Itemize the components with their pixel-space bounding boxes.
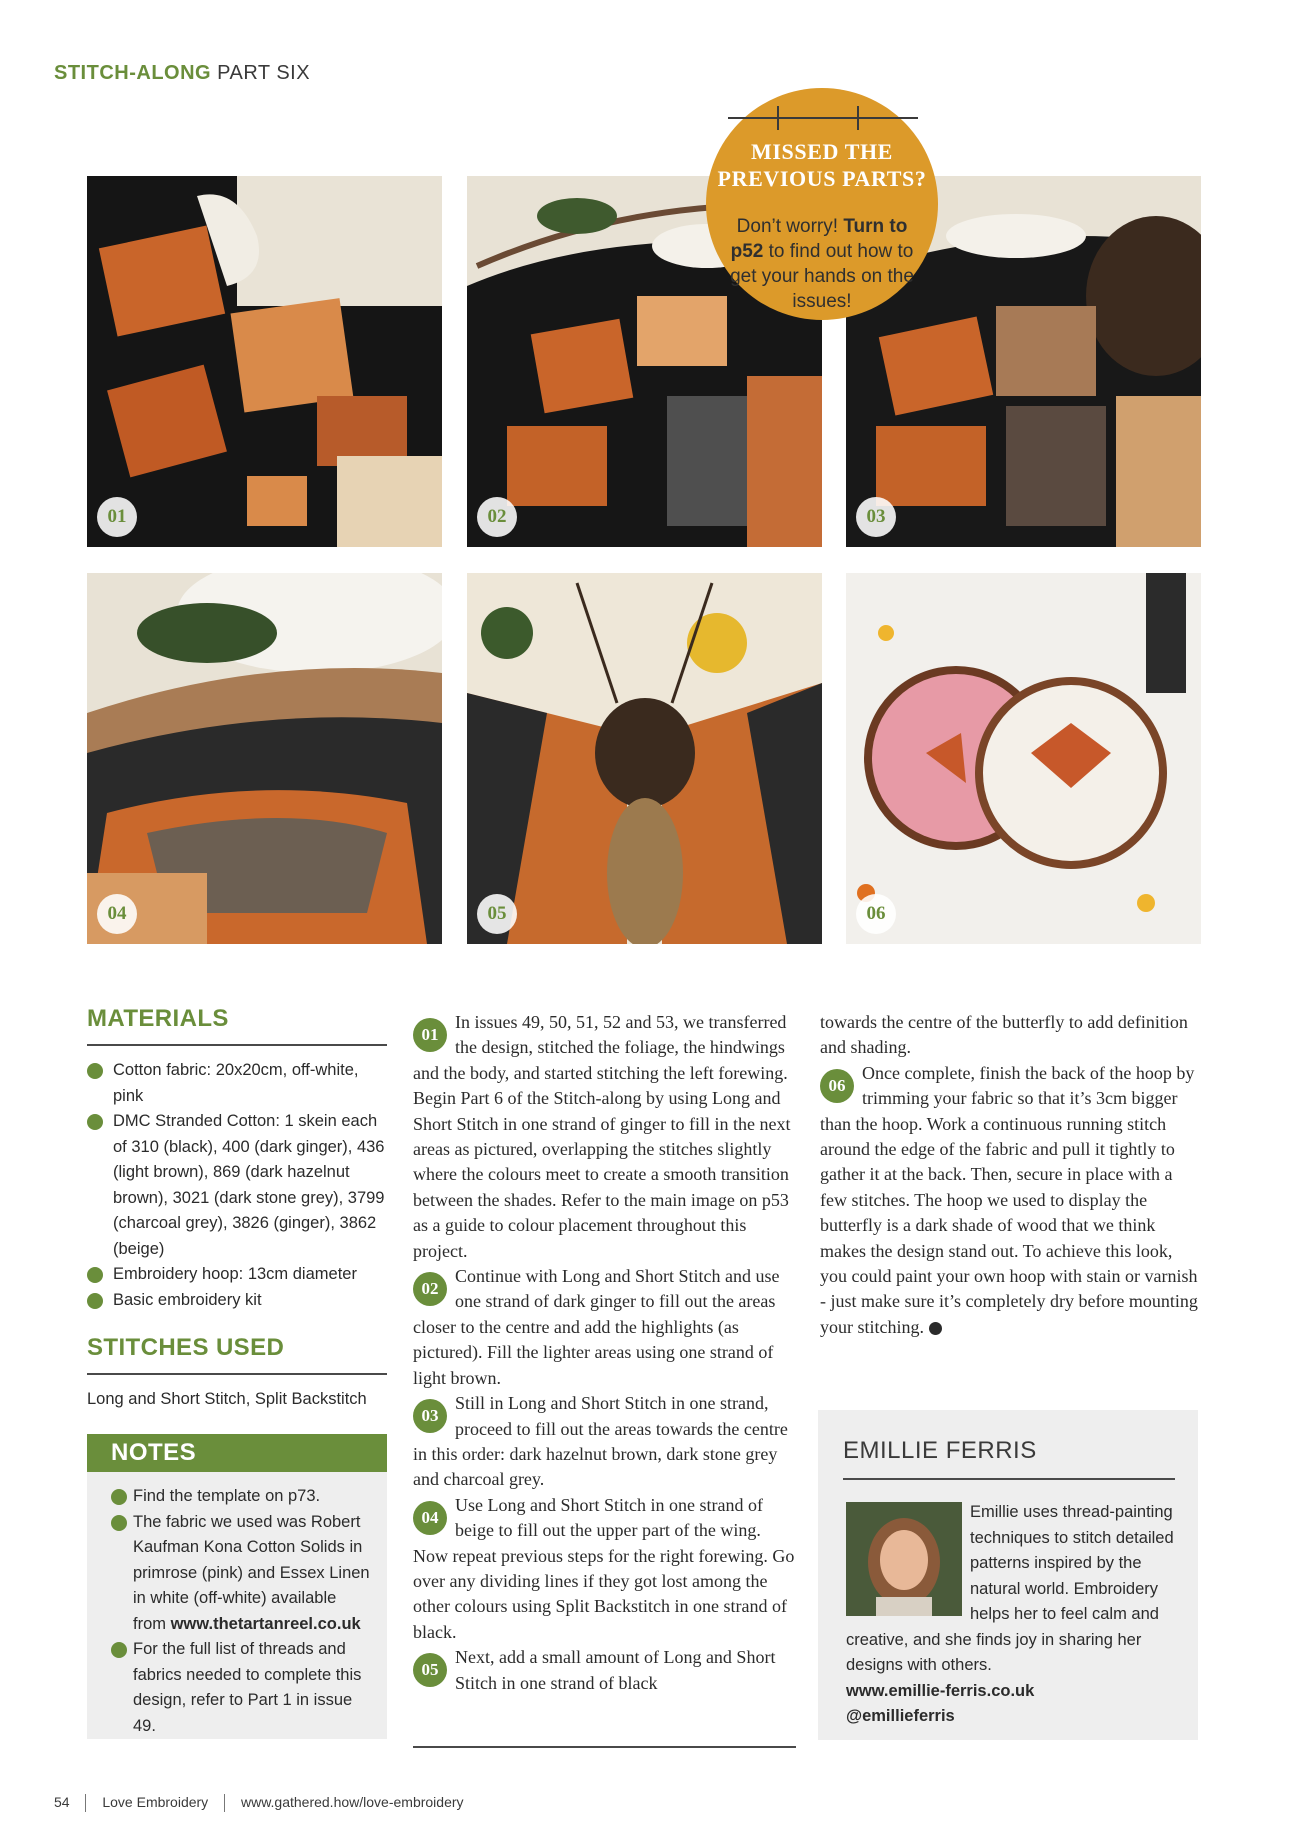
end-mark-icon [929,1322,942,1335]
divider [87,1373,387,1375]
stitches-text: Long and Short Stitch, Split Backstitch [87,1390,367,1408]
step-number: 06 [820,1069,854,1103]
step-number: 04 [413,1501,447,1535]
bullet-icon [87,1114,103,1130]
step-number-badge: 03 [856,497,896,537]
embroidery-photo [87,176,442,547]
step-photo-04 [87,573,442,944]
section-header [54,62,310,85]
bullet-icon [87,1063,103,1079]
step-number-badge: 06 [856,894,896,934]
divider [843,1478,1175,1480]
step-number: 03 [413,1399,447,1433]
header-strong: STITCH-ALONG [54,62,212,84]
divider [413,1746,796,1748]
list-item: The fabric we used was Robert Kaufman Kona Cotton Solids in primrose (pink) and Essex Linen in white (off-white) available from www.thetartanreel.co.uk [111,1510,371,1638]
page-footer [54,1794,464,1812]
notes-list [111,1484,371,1739]
step-paragraph: 02 Continue with Long and Short Stitch and use one strand of dark ginger to fill out the areas closer to the centre and add the highlights (as pictured). Fill the lighter areas using one strand of light brown. [413,1266,780,1388]
step-photo-05 [467,573,822,944]
step-photo-06 [846,573,1201,944]
list-item: DMC Stranded Cotton: 1 skein each of 310 (black), 400 (dark ginger), 436 (light brown), 869 (dark hazelnut brown), 3021 (dark stone grey), 3799 (charcoal grey), 3826 (ginger), 3862 (beige) [87,1109,387,1262]
bullet-icon [87,1293,103,1309]
step-number-badge: 01 [97,497,137,537]
instructions-column-2 [820,1010,1200,1340]
needle-thread-icon [728,102,928,132]
author-handle[interactable]: @emillieferris [846,1707,955,1725]
embroidery-photo [846,573,1201,944]
divider [87,1044,387,1046]
list-item: For the full list of threads and fabrics needed to complete this design, refer to Part 1 in issue 49. [111,1637,371,1739]
bullet-icon [111,1515,127,1531]
author-bio-block [846,1500,1184,1730]
list-item: Find the template on p73. [111,1484,371,1510]
list-item: Basic embroidery kit [87,1288,387,1314]
instructions-column-1 [413,1010,796,1696]
embroidery-photo [87,573,442,944]
step-paragraph: 05 Next, add a small amount of Long and Short Stitch in one strand of black [413,1645,796,1696]
step-number: 01 [413,1018,447,1052]
stitches-title: STITCHES USED [87,1334,285,1361]
page-number: 54 [54,1794,70,1810]
divider [224,1794,225,1812]
step-number: 02 [413,1272,447,1306]
bullet-icon [111,1642,127,1658]
footer-url[interactable]: www.gathered.how/love-embroidery [240,1794,464,1810]
step-paragraph: 03 Still in Long and Short Stitch in one strand, proceed to fill out the areas towards the centre in this order: dark hazelnut brown, dark stone grey and charcoal grey. [413,1393,788,1490]
badge-body: Don’t worry! Turn to p52 to find out how to get your hands on the issues! [730,216,914,312]
step-number-badge: 02 [477,497,517,537]
materials-title: MATERIALS [87,1005,229,1032]
materials-list [87,1058,387,1313]
badge-title: MISSED THE PREVIOUS PARTS? [717,139,927,191]
divider [85,1794,86,1812]
list-item: Cotton fabric: 20x20cm, off-white, pink [87,1058,387,1109]
step-paragraph: towards the centre of the butterfly to add definition and shading. [820,1012,1188,1058]
embroidery-photo [467,573,822,944]
author-website[interactable]: www.emillie-ferris.co.uk [846,1681,1035,1700]
author-name: EMILLIE FERRIS [843,1437,1037,1464]
link[interactable]: www.thetartanreel.co.uk [170,1614,361,1633]
list-item: Embroidery hoop: 13cm diameter [87,1262,387,1288]
magazine-name: Love Embroidery [102,1794,209,1810]
author-bio: Emillie uses thread-painting techniques to stitch detailed patterns inspired by the natural world. Embroidery helps her to feel calm and creative, and she finds joy in sharing her designs with others. [846,1503,1174,1674]
header-rest: PART SIX [217,62,311,84]
step-number-badge: 05 [477,894,517,934]
notes-title: NOTES [87,1434,387,1472]
step-paragraph: 04 Use Long and Short Stitch in one strand of beige to fill out the upper part of the wing. Now repeat previous steps for the right forewing. Go over any dividing lines if they got lost among the other colours using Split Backstitch in one strand of black. [413,1494,795,1642]
step-number: 05 [413,1653,447,1687]
step-number-badge: 04 [97,894,137,934]
bullet-icon [87,1267,103,1283]
bullet-icon [111,1489,127,1505]
step-paragraph: 06 Once complete, finish the back of the hoop by trimming your fabric so that it’s 3cm bigger than the hoop. Work a continuous running stitch around the edge of the fabric and pull it tightly to gather it at the back. Then, secure in place with a few stitches. The hoop we used to display the butterfly is a dark shade of wood that we think makes the design stand out. To achieve this look, you could paint your own hoop with stain or varnish - just make sure it’s completely dry before mounting your stitching. [820,1062,1198,1337]
step-photo-01 [87,176,442,547]
step-paragraph: 01 In issues 49, 50, 51, 52 and 53, we transferred the design, stitched the foliage, the hindwings and the body, and started stitching the left forewing. Begin Part 6 of the Stitch-along by using Long and Short Stitch in one strand of ginger to fill in the next areas as pictured, overlapping the stitches slightly where the colours meet to create a smooth transition between the shades. Refer to the main image on p53 as a guide to colour placement throughout this project. [413,1012,791,1261]
